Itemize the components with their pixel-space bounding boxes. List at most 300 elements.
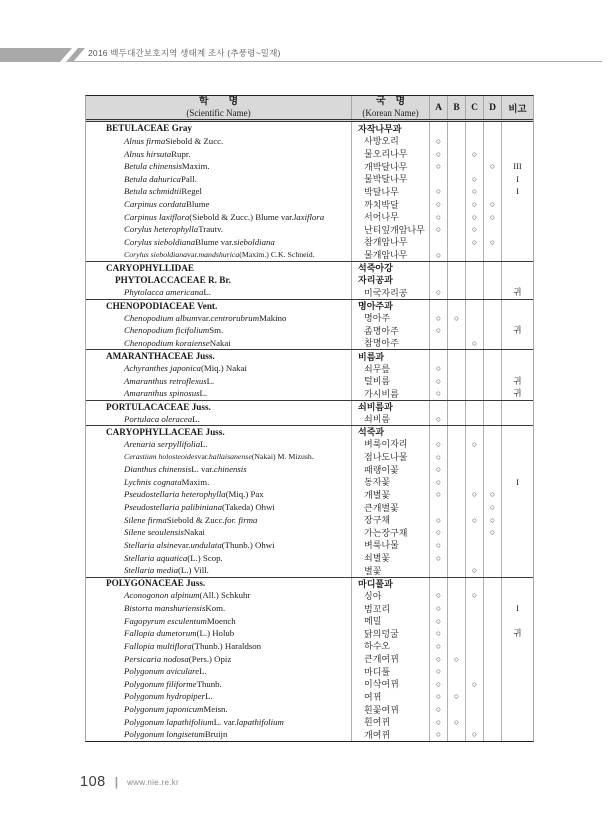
latin-name-italic: Stellaria alsine [124, 539, 178, 550]
presence-mark-b [447, 274, 465, 287]
note-cell [501, 426, 533, 438]
korean-name-cell: 마디풀과 [351, 578, 429, 590]
author-text: Regel [181, 186, 202, 197]
presence-mark-c [465, 274, 483, 287]
presence-mark-a: ○ [429, 715, 447, 728]
scientific-name-cell [86, 476, 351, 489]
presence-mark-d [483, 362, 501, 375]
presence-mark-a [429, 350, 447, 362]
note-cell [501, 589, 533, 602]
presence-mark-c: ○ [465, 337, 483, 350]
korean-name-cell: 이삭여뀌 [351, 678, 429, 691]
korean-name-cell: 박달나무 [351, 185, 429, 198]
scientific-name-cell [86, 198, 351, 211]
presence-mark-d [483, 627, 501, 640]
col-header-scientific-name: 학 명 (Scientific Name) [186, 96, 251, 118]
korean-name-cell: 쇠무릎 [351, 362, 429, 375]
running-header-title: 2016 백두대간보호지역 생태계 조사 (추풍령~밀재) [88, 48, 281, 58]
presence-mark-b [447, 450, 465, 463]
scientific-name-cell [86, 262, 351, 274]
table-body [86, 122, 533, 741]
author-text: Maxim. [181, 476, 210, 487]
presence-mark-a: ○ [429, 678, 447, 691]
latin-name-italic: lapathifolium [236, 716, 284, 727]
scientific-name-cell [86, 274, 351, 287]
korean-name-cell: 큰개별꽃 [351, 501, 429, 514]
presence-mark-b [447, 513, 465, 526]
species-row [86, 488, 533, 501]
korean-name-cell: 자리공과 [351, 274, 429, 287]
latin-name-italic: Achyranthes japonica [124, 363, 201, 374]
presence-mark-a: ○ [429, 135, 447, 148]
author-text: (Pers.) Opiz [188, 653, 232, 664]
korean-name-cell: 개박달나무 [351, 160, 429, 173]
note-cell [501, 122, 533, 135]
presence-mark-d [483, 337, 501, 350]
presence-mark-c [465, 652, 483, 665]
author-text: Trautv. [198, 224, 223, 235]
note-cell: 귀 [501, 324, 533, 337]
note-cell [501, 300, 533, 312]
presence-mark-c: ○ [465, 147, 483, 160]
page-number: 108 [80, 774, 106, 790]
korean-name-cell: 흰여뀌 [351, 715, 429, 728]
presence-mark-c [465, 324, 483, 337]
author-text: Siebold & Zucc. [165, 135, 224, 146]
presence-mark-a: ○ [429, 375, 447, 388]
table-header-row [86, 96, 533, 122]
latin-name-italic: centrorubrum [210, 312, 260, 323]
presence-mark-c: ○ [465, 173, 483, 186]
presence-mark-a: ○ [429, 551, 447, 564]
note-cell: 귀 [501, 286, 533, 299]
presence-mark-b [447, 728, 465, 741]
presence-mark-b [447, 703, 465, 716]
species-row [86, 311, 533, 324]
presence-mark-b [447, 602, 465, 615]
scientific-name-cell [86, 236, 351, 249]
korean-name-cell: 쇠비름과 [351, 401, 429, 413]
presence-mark-c: ○ [465, 488, 483, 501]
species-row [86, 627, 533, 640]
note-cell [501, 401, 533, 413]
presence-mark-a: ○ [429, 438, 447, 451]
presence-mark-d [483, 602, 501, 615]
latin-name-italic: Cerastium holosteoides [124, 452, 198, 462]
presence-mark-d [483, 375, 501, 388]
note-cell: I [501, 602, 533, 615]
species-row [86, 387, 533, 400]
presence-mark-d [483, 539, 501, 552]
species-row [86, 286, 533, 299]
presence-mark-b [447, 614, 465, 627]
presence-mark-b [447, 236, 465, 249]
latin-name-italic: Chenopodium ficifolium [124, 325, 210, 336]
korean-name-cell: 석죽과 [351, 426, 429, 438]
latin-name-italic: hallaisanense [208, 452, 252, 462]
note-cell [501, 350, 533, 362]
presence-mark-a [429, 173, 447, 186]
species-row [86, 236, 533, 249]
korean-name-cell: 명아주 [351, 311, 429, 324]
presence-mark-a: ○ [429, 728, 447, 741]
col-header-site-b: B [447, 96, 465, 119]
note-cell [501, 678, 533, 691]
latin-name-italic: Alnus hirsuta [124, 148, 172, 159]
presence-mark-b [447, 248, 465, 261]
presence-mark-d [483, 300, 501, 312]
note-cell [501, 703, 533, 716]
species-row [86, 147, 533, 160]
note-cell: I [501, 173, 533, 186]
presence-mark-d [483, 286, 501, 299]
presence-mark-a [429, 236, 447, 249]
presence-mark-b [447, 401, 465, 413]
species-row [86, 564, 533, 577]
presence-mark-b [447, 501, 465, 514]
presence-mark-a [429, 300, 447, 312]
korean-name-cell: 좀명아주 [351, 324, 429, 337]
presence-mark-a [429, 262, 447, 274]
presence-mark-c [465, 375, 483, 388]
scientific-name-cell [86, 173, 351, 186]
presence-mark-c [465, 160, 483, 173]
scientific-name-cell [86, 450, 351, 463]
species-row [86, 337, 533, 350]
presence-mark-b [447, 147, 465, 160]
species-row [86, 715, 533, 728]
author-text: L. [205, 691, 213, 702]
author-text: (Takeda) Ohwi [222, 502, 275, 513]
species-row [86, 198, 533, 211]
presence-mark-d [483, 551, 501, 564]
latin-name-italic: Chenopodium album [124, 312, 198, 323]
scientific-name-cell [86, 337, 351, 350]
species-row [86, 362, 533, 375]
presence-mark-c: ○ [465, 589, 483, 602]
presence-mark-a: ○ [429, 324, 447, 337]
korean-name-cell: 물개암나무 [351, 248, 429, 261]
presence-mark-d [483, 476, 501, 489]
latin-name-italic: Corylus sieboldiana [124, 236, 196, 247]
latin-name-italic: Carpinus cordata [124, 199, 186, 210]
scientific-name-cell [86, 678, 351, 691]
korean-name-cell: 자작나무과 [351, 122, 429, 135]
presence-mark-d [483, 147, 501, 160]
author-text: PHYTOLACCACEAE R. Br. [115, 274, 231, 285]
presence-mark-a: ○ [429, 488, 447, 501]
presence-mark-a [429, 578, 447, 590]
latin-name-italic: sieboldiana [233, 236, 275, 247]
scientific-name-cell [86, 300, 351, 312]
note-cell [501, 450, 533, 463]
presence-mark-c [465, 135, 483, 148]
presence-mark-b [447, 539, 465, 552]
latin-name-italic: Betula dahurica [124, 173, 181, 184]
presence-mark-d [483, 401, 501, 413]
scientific-name-cell [86, 135, 351, 148]
note-cell [501, 311, 533, 324]
author-text: (Thunb.) Haraldson [191, 640, 262, 651]
author-text: Thunb. [196, 678, 222, 689]
presence-mark-d: ○ [483, 513, 501, 526]
scientific-name-cell [86, 185, 351, 198]
latin-name-italic: Carpinus laxiflora [124, 211, 190, 222]
latin-name-italic: Portulaca oleracea [124, 413, 193, 424]
korean-name-cell: 장구채 [351, 513, 429, 526]
presence-mark-b [447, 185, 465, 198]
species-row [86, 438, 533, 451]
author-text: (Nakai) M. Mizush. [251, 452, 314, 462]
note-cell [501, 438, 533, 451]
korean-name-cell: 범꼬리 [351, 602, 429, 615]
presence-mark-d [483, 173, 501, 186]
species-row [86, 248, 533, 261]
latin-name-italic: Phytolacca americana [124, 287, 204, 298]
scientific-name-cell [86, 539, 351, 552]
presence-mark-b: ○ [447, 715, 465, 728]
note-cell [501, 412, 533, 425]
scientific-name-cell [86, 501, 351, 514]
presence-mark-a: ○ [429, 463, 447, 476]
presence-mark-c [465, 450, 483, 463]
presence-mark-d [483, 450, 501, 463]
presence-mark-a: ○ [429, 286, 447, 299]
author-text: L. [206, 375, 215, 386]
author-text: PORTULACACEAE Juss. [106, 401, 211, 412]
presence-mark-a [429, 122, 447, 135]
presence-mark-c [465, 551, 483, 564]
korean-name-cell: 큰개여뀌 [351, 652, 429, 665]
presence-mark-b [447, 426, 465, 438]
presence-mark-a: ○ [429, 690, 447, 703]
family-row [86, 261, 533, 274]
presence-mark-b [447, 412, 465, 425]
author-text: L. [199, 388, 208, 399]
presence-mark-d [483, 589, 501, 602]
author-text: Sm. [209, 325, 224, 336]
author-text: (L.) Vill. [178, 565, 209, 576]
col-header-site-d: D [483, 96, 501, 119]
author-text: L. var. [213, 716, 237, 727]
presence-mark-c [465, 539, 483, 552]
presence-mark-d [483, 311, 501, 324]
presence-mark-b [447, 375, 465, 388]
author-text: Nakai [183, 527, 205, 538]
presence-mark-d [483, 463, 501, 476]
note-cell [501, 488, 533, 501]
header-accent-bar [0, 48, 92, 62]
note-cell [501, 715, 533, 728]
author-text: var. [177, 539, 191, 550]
presence-mark-a: ○ [429, 387, 447, 400]
author-text: (Maxim.) C.K. Schneid. [239, 250, 315, 260]
presence-mark-a: ○ [429, 602, 447, 615]
species-row [86, 476, 533, 489]
presence-mark-c [465, 362, 483, 375]
species-row [86, 539, 533, 552]
presence-mark-c: ○ [465, 438, 483, 451]
presence-mark-c: ○ [465, 185, 483, 198]
scientific-name-cell [86, 690, 351, 703]
presence-mark-b [447, 578, 465, 590]
presence-mark-d [483, 426, 501, 438]
note-cell [501, 690, 533, 703]
latin-name-italic: Polygonum hydropiper [124, 691, 206, 702]
presence-mark-c: ○ [465, 223, 483, 236]
author-text: var. [197, 312, 211, 323]
species-row [86, 501, 533, 514]
author-text: (Miq.) Pax [225, 489, 264, 500]
latin-name-italic: Alnus firma [124, 135, 166, 146]
latin-name-italic: Polygonum lapathifolium [124, 716, 214, 727]
note-cell [501, 614, 533, 627]
scientific-name-cell [86, 614, 351, 627]
presence-mark-b [447, 337, 465, 350]
presence-mark-a: ○ [429, 362, 447, 375]
presence-mark-c [465, 286, 483, 299]
scientific-name-cell [86, 488, 351, 501]
latin-name-italic: Polygonum japonicum [124, 704, 204, 715]
col-header-site-c: C [465, 96, 483, 119]
presence-mark-b [447, 223, 465, 236]
presence-mark-d: ○ [483, 526, 501, 539]
presence-mark-b [447, 463, 465, 476]
korean-name-cell: 점나도나물 [351, 450, 429, 463]
scientific-name-cell [86, 210, 351, 223]
note-cell [501, 135, 533, 148]
korean-name-cell: 흰꽃여뀌 [351, 703, 429, 716]
note-cell [501, 463, 533, 476]
species-row [86, 324, 533, 337]
presence-mark-a: ○ [429, 665, 447, 678]
latin-name-italic: Polygonum aviculare [124, 666, 200, 677]
presence-mark-b [447, 324, 465, 337]
presence-mark-d [483, 715, 501, 728]
latin-name-italic: mandshurica [198, 250, 240, 260]
author-text: CARYOPHYLLIDAE [106, 262, 194, 273]
scientific-name-cell [86, 122, 351, 135]
korean-name-cell: 물오리나무 [351, 147, 429, 160]
presence-mark-c [465, 578, 483, 590]
note-cell [501, 551, 533, 564]
presence-mark-d [483, 185, 501, 198]
col-header-korean-name: 국 명 (Korean Name) [351, 96, 429, 119]
author-text: L. [192, 413, 200, 424]
author-text: Blume [186, 199, 210, 210]
note-cell: 귀 [501, 627, 533, 640]
korean-name-cell: 비름과 [351, 350, 429, 362]
presence-mark-d [483, 703, 501, 716]
presence-mark-c [465, 350, 483, 362]
note-cell [501, 526, 533, 539]
scientific-name-cell [86, 350, 351, 362]
korean-name-cell: 쇠비름 [351, 412, 429, 425]
scientific-name-cell [86, 387, 351, 400]
author-text: Makino [259, 312, 287, 323]
latin-name-italic: laxiflora [293, 211, 325, 222]
species-row [86, 135, 533, 148]
note-cell [501, 640, 533, 653]
latin-name-italic: Polygonum longisetum [124, 729, 205, 740]
presence-mark-b [447, 300, 465, 312]
species-row [86, 652, 533, 665]
presence-mark-d [483, 262, 501, 274]
latin-name-italic: Chenopodium koraiense [124, 337, 210, 348]
presence-mark-b: ○ [447, 311, 465, 324]
korean-name-cell: 가시비름 [351, 387, 429, 400]
presence-mark-a: ○ [429, 652, 447, 665]
latin-name-italic: Silene seoulensis [124, 527, 184, 538]
presence-mark-a [429, 401, 447, 413]
scientific-name-cell [86, 463, 351, 476]
note-cell: III [501, 160, 533, 173]
presence-mark-a: ○ [429, 198, 447, 211]
author-text: AMARANTHACEAE Juss. [106, 351, 215, 362]
author-text: Pall. [180, 173, 197, 184]
scientific-name-cell [86, 513, 351, 526]
species-row [86, 703, 533, 716]
presence-mark-c [465, 248, 483, 261]
presence-mark-d [483, 564, 501, 577]
presence-mark-c [465, 640, 483, 653]
col-header-site-a: A [429, 96, 447, 119]
presence-mark-c [465, 703, 483, 716]
author-text: Kom. [205, 603, 226, 614]
author-text: Siebold & Zucc. [166, 514, 225, 525]
latin-name-italic: Bistorta manshuriensis [124, 603, 206, 614]
presence-mark-a [429, 564, 447, 577]
presence-mark-d [483, 387, 501, 400]
author-text: POLYGONACEAE Juss. [106, 578, 206, 589]
presence-mark-c: ○ [465, 564, 483, 577]
presence-mark-b [447, 678, 465, 691]
footer-separator: | [114, 775, 119, 789]
scientific-name-cell [86, 728, 351, 741]
note-cell [501, 578, 533, 590]
note-cell [501, 564, 533, 577]
note-cell: 귀 [501, 375, 533, 388]
footer-url: www.nie.re.kr [127, 777, 179, 787]
presence-mark-c [465, 412, 483, 425]
species-row [86, 185, 533, 198]
author-text: CHENOPODIACEAE Vent. [106, 300, 218, 311]
scientific-name-cell [86, 147, 351, 160]
species-row [86, 728, 533, 741]
korean-name-cell: 벼룩이자리 [351, 438, 429, 451]
species-row [86, 513, 533, 526]
presence-mark-d: ○ [483, 236, 501, 249]
species-row [86, 526, 533, 539]
presence-mark-a [429, 426, 447, 438]
author-text: (Miq.) Nakai [200, 363, 247, 374]
presence-mark-c [465, 476, 483, 489]
presence-mark-a: ○ [429, 640, 447, 653]
korean-name-cell: 가는장구채 [351, 526, 429, 539]
presence-mark-c [465, 501, 483, 514]
presence-mark-c: ○ [465, 728, 483, 741]
note-cell: 귀 [501, 387, 533, 400]
presence-mark-d [483, 350, 501, 362]
korean-name-cell: 닭의덩굴 [351, 627, 429, 640]
korean-name-cell: 싱아 [351, 589, 429, 602]
presence-mark-b [447, 387, 465, 400]
scientific-name-cell [86, 589, 351, 602]
family-row [86, 274, 533, 287]
korean-name-cell: 개별꽃 [351, 488, 429, 501]
scientific-name-cell [86, 401, 351, 413]
latin-name-italic: Persicaria nodosa [124, 653, 189, 664]
